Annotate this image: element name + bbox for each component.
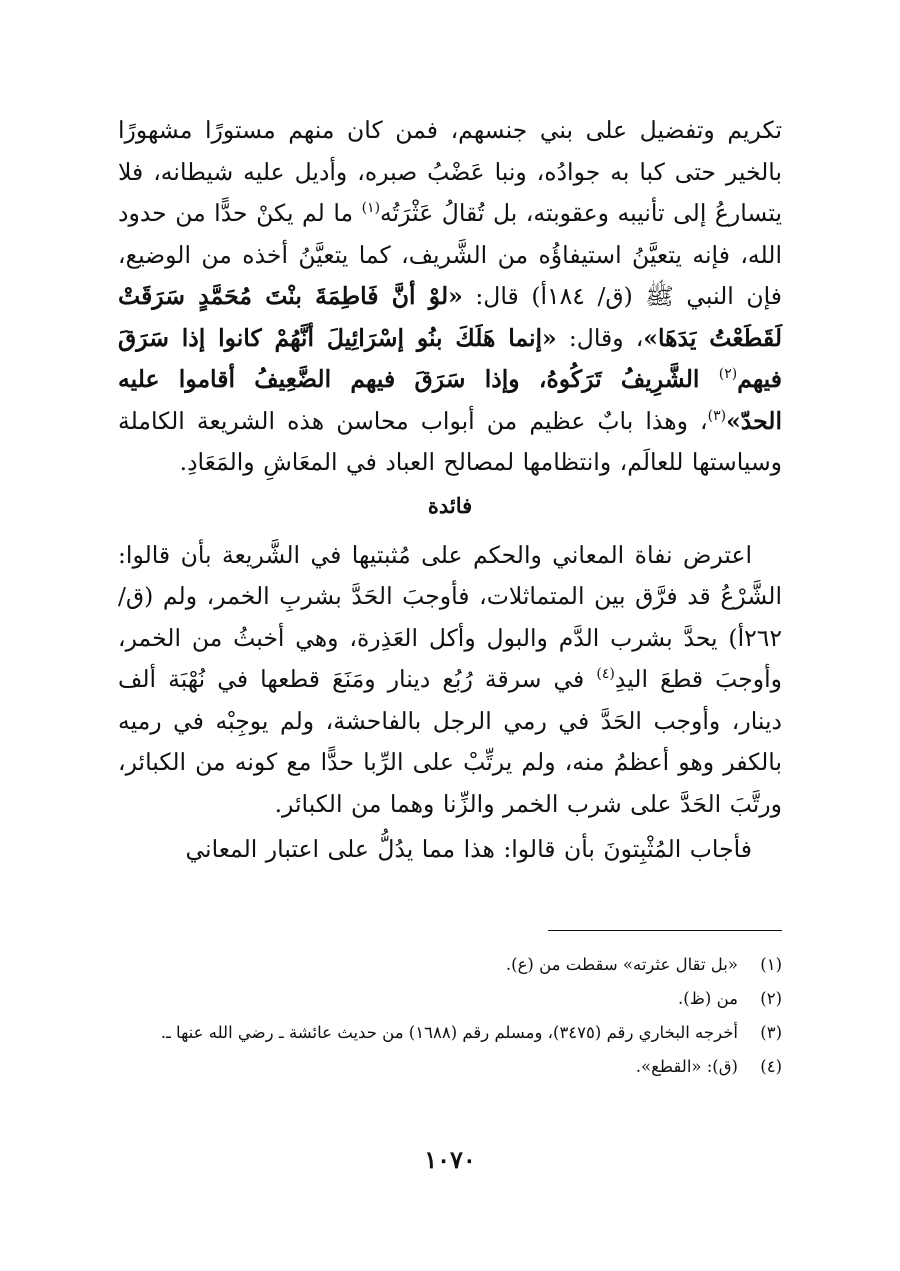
footnote-number: (٣) <box>760 1023 782 1042</box>
footnote <box>118 1052 782 1082</box>
paragraph-1 <box>118 110 782 484</box>
footnote-ref-3: (٣) <box>707 407 727 424</box>
footnote-number: (١) <box>760 955 782 974</box>
footnote-ref-1: (١) <box>361 200 381 217</box>
paragraph-2-part-2: في سرقة رُبُع دينار ومَنَعَ قطعها في نُهْبَة ألف دينار، وأوجب الحَدَّ في رمي الرجل بالفاحشة، ولم يوجِبْه في رميه بالكفر وهو أعظمُ منه، ولم يرتِّبْ على الرِّبا حدًّا مع كونه من الكبائر، ورتَّبَ الحَدَّ على شرب الخمر والزِّنا وهما من الكبائر. <box>118 665 782 818</box>
footnote <box>118 984 782 1014</box>
footnote-text: (ق): «القطع». <box>635 1057 738 1076</box>
paragraph-1-part-2: ما لم يكنْ حدًّا من حدود الله، فإنه يتعيَّنُ استيفاؤُه من الشَّريف، كما يتعيَّنُ أخذه من الوضيع، فإن النبي ﷺ (ق/ ١٨٤أ) قال: <box>118 199 782 310</box>
footnote-separator <box>548 930 782 931</box>
paragraph-3: فأجاب المُثْبِتونَ بأن قالوا: هذا مما يدُلُّ على اعتبار المعاني <box>185 835 752 863</box>
paragraph-1-part-3: ، وقال: <box>556 323 644 352</box>
footnote-ref-2: (٢) <box>718 366 738 383</box>
footnote <box>118 950 782 980</box>
main-text <box>118 110 782 871</box>
hadith-quote-2b: الشَّرِيفُ تَرَكُوهُ، وإذا سَرَقَ فيهم الضَّعِيفُ أقاموا عليه الحدّ» <box>118 365 782 435</box>
footnote-number: (٤) <box>760 1057 782 1076</box>
hadith-quote-2a: «إنما هَلَكَ بنُو إسْرَائِيلَ أنَّهُمْ كانوا إذا سَرَقَ فيهم <box>118 323 782 393</box>
hadith-quote-1: «لوْ أنَّ فَاطِمَةَ بنْتَ مُحَمَّدٍ سَرَقَتْ لَقَطَعْتُ يَدَهَا» <box>118 282 782 352</box>
footnote-text: أخرجه البخاري رقم (٣٤٧٥)، ومسلم رقم (١٦٨٨) من حديث عائشة ـ رضي الله عنها ـ. <box>160 1023 738 1042</box>
footnote-ref-4: (٤) <box>596 666 615 683</box>
footnote-text: «بل تقال عثرته» سقطت من (ع). <box>505 955 738 974</box>
footnote <box>118 1018 782 1048</box>
page-number: ١٠٧٠ <box>424 1145 476 1174</box>
section-heading: فائدة <box>427 492 473 518</box>
footnote-number: (٢) <box>760 989 782 1008</box>
footnotes <box>118 950 782 1086</box>
footnote-text: من (ظ). <box>677 989 738 1008</box>
paragraph-1-part-1: تكريم وتفضيل على بني جنسهم، فمن كان منهم مستورًا مشهورًا بالخير حتى كبا به جوادُه، ونبا عَضْبُ صبره، وأديل عليه شيطانه، فلا يتسارعُ إلى تأنيبه وعقوبته، بل تُقالُ عَثْرَتُه <box>118 116 782 227</box>
paragraph-2-part-1: اعترض نفاة المعاني والحكم على مُثبتيها في الشَّريعة بأن قالوا: الشَّرْعُ قد فرَّق بين المتماثلات، فأوجبَ الحَدَّ بشربِ الخمر، ولم (ق/ ٢٦٢أ) يحدَّ بشرب الدَّم والبول وأكل العَذِرة، وهي أخبثُ من الخمر، وأوجبَ قطعَ اليدِ <box>118 540 782 693</box>
paragraph-2 <box>118 535 782 826</box>
paragraph-1-part-4: ، وهذا بابٌ عظيم من أبواب محاسن هذه الشريعة الكاملة وسياستها للعالَم، وانتظامها لمصالح العباد في المعَاشِ والمَعَادِ. <box>118 406 782 476</box>
